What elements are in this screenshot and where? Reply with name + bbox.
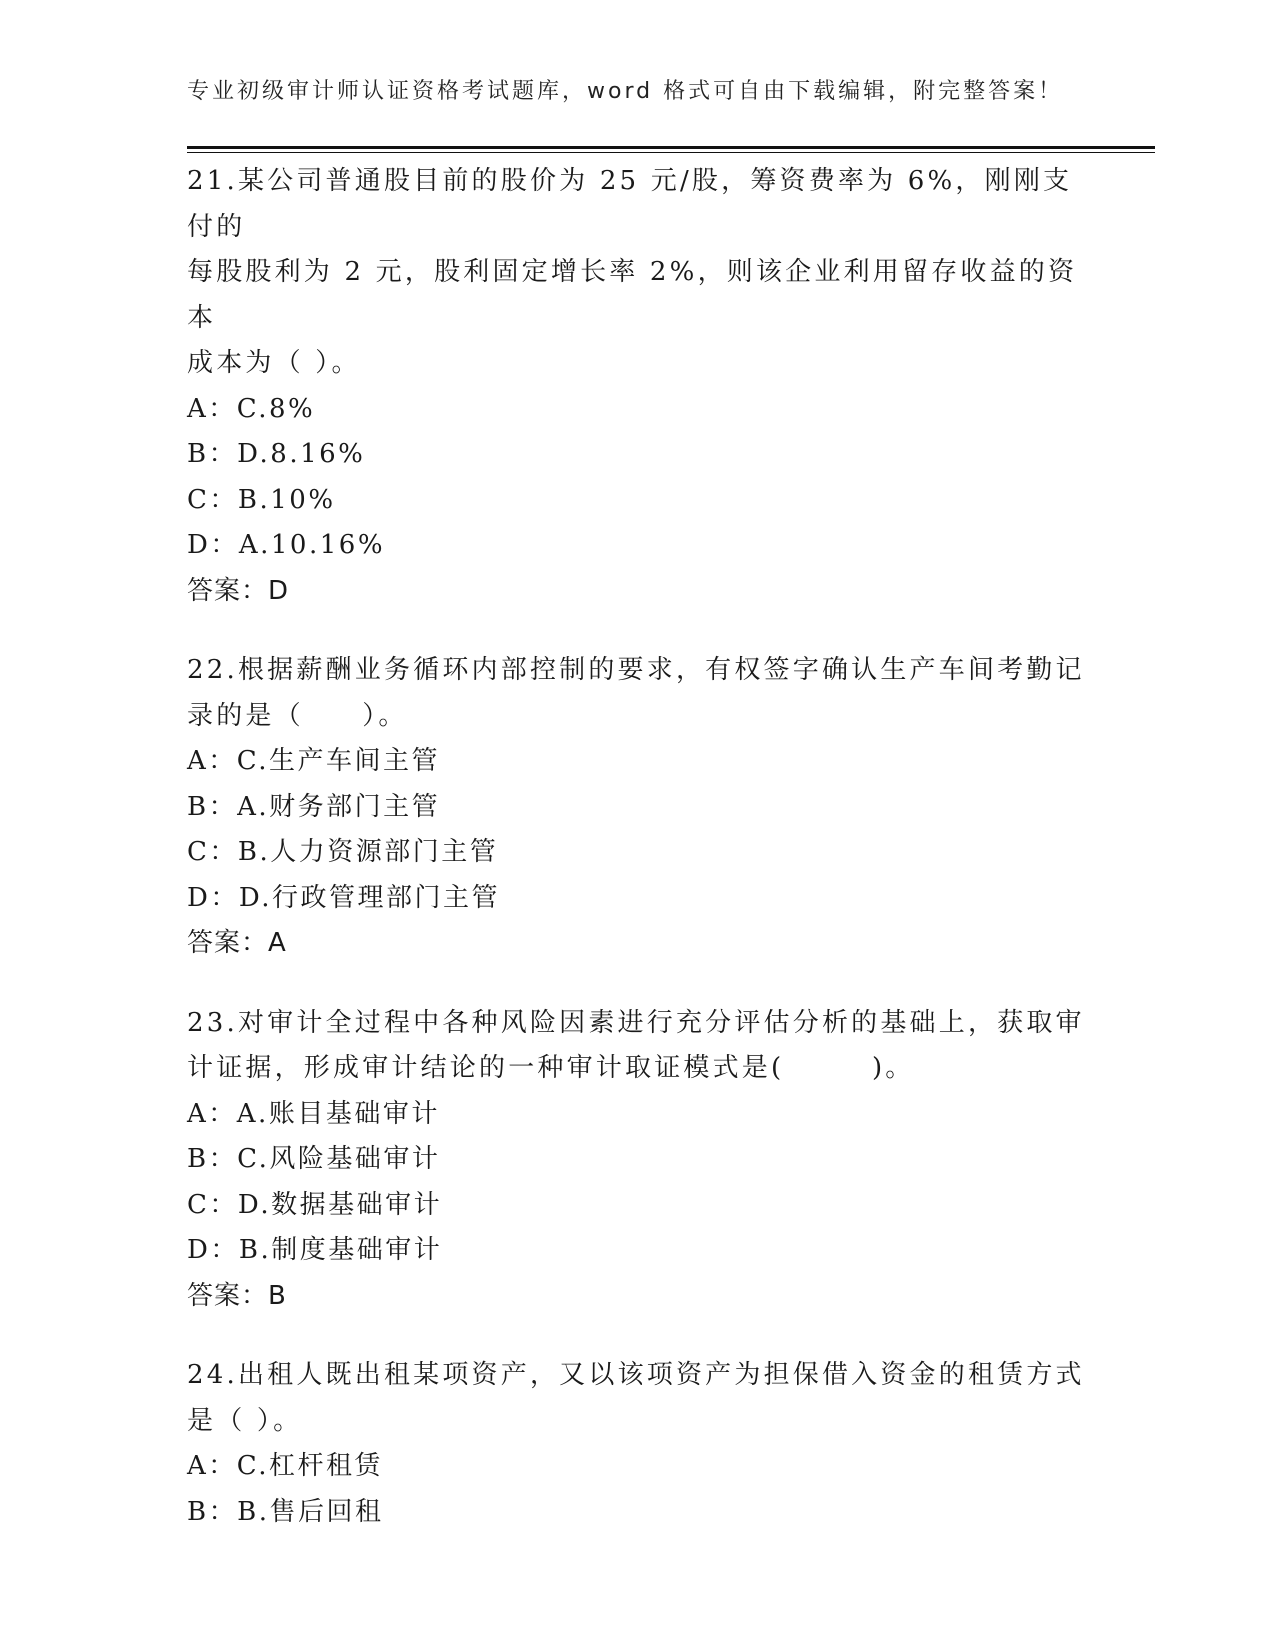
- stem-line: 计证据，形成审计结论的一种审计取证模式是( )。: [187, 1053, 915, 1083]
- question-23: [187, 1001, 1087, 1320]
- stem-line: 23.对审计全过程中各种风险因素进行充分评估分析的基础上，获取审: [187, 1007, 1085, 1038]
- header-rule-thick: [187, 146, 1155, 149]
- question-stem: [187, 159, 1087, 387]
- option-d: D：B.制度基础审计: [187, 1235, 443, 1265]
- option-b: B：B.售后回租: [187, 1496, 384, 1527]
- option-b: B：A.财务部门主管: [187, 791, 441, 822]
- option-a: A：C.8%: [187, 393, 316, 424]
- header-rule-thin: [187, 152, 1155, 153]
- question-list: [187, 159, 1087, 1569]
- answer: 答案：B: [187, 1280, 287, 1311]
- option-b: B：D.8.16%: [187, 439, 366, 469]
- answer: 答案：D: [187, 575, 290, 606]
- question-22: [187, 648, 1087, 967]
- question-stem: [187, 1353, 1087, 1444]
- question-stem: [187, 1001, 1087, 1092]
- option-c: C：B.人力资源部门主管: [187, 837, 499, 867]
- option-a: A：A.账目基础审计: [187, 1098, 440, 1129]
- stem-line: 24.出租人既出租某项资产，又以该项资产为担保借入资金的租赁方式: [187, 1360, 1085, 1390]
- option-c: C：D.数据基础审计: [187, 1189, 443, 1220]
- option-a: A：C.生产车间主管: [187, 746, 441, 776]
- stem-line: 22.根据薪酬业务循环内部控制的要求，有权签字确认生产车间考勤记: [187, 655, 1085, 685]
- answer: 答案：A: [187, 928, 287, 958]
- question-21: [187, 159, 1087, 614]
- stem-line: 录的是（ ）。: [187, 700, 408, 731]
- page-header: 专业初级审计师认证资格考试题库，word 格式可自由下载编辑，附完整答案！: [187, 79, 1064, 104]
- question-stem: [187, 648, 1087, 739]
- stem-line: 成本为（ ）。: [187, 348, 361, 378]
- option-a: A：C.杠杆租赁: [187, 1451, 384, 1481]
- option-b: B：C.风险基础审计: [187, 1144, 441, 1174]
- stem-line: 是（ ）。: [187, 1405, 303, 1436]
- option-d: D：D.行政管理部门主管: [187, 882, 501, 913]
- option-d: D：A.10.16%: [187, 530, 386, 560]
- option-c: C：B.10%: [187, 484, 336, 515]
- question-24: [187, 1353, 1087, 1535]
- stem-line: 21.某公司普通股目前的股价为 25 元/股，筹资费率为 6%，刚刚支付的: [187, 166, 1073, 242]
- stem-line: 每股股利为 2 元，股利固定增长率 2%，则该企业利用留存收益的资本: [187, 257, 1078, 333]
